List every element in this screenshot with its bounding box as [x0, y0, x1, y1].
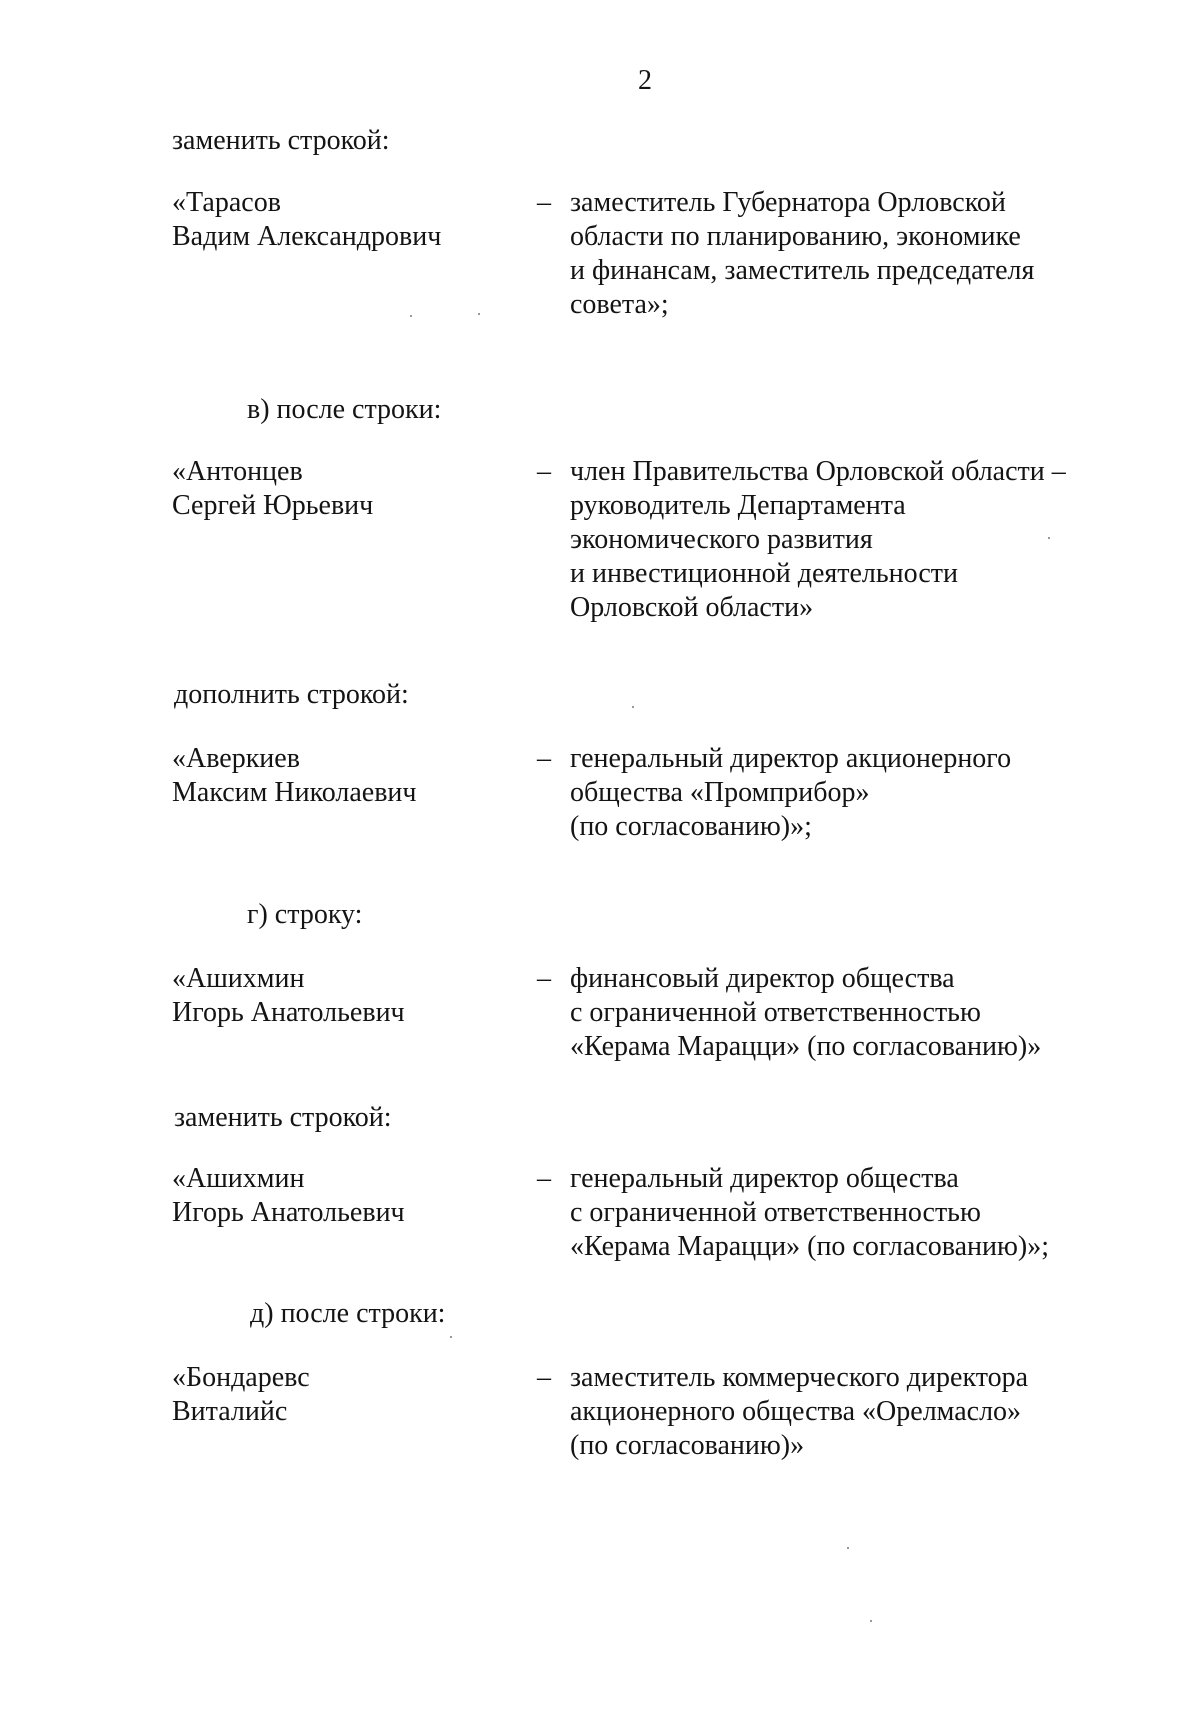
position-line: и финансам, заместитель председателя — [570, 255, 1035, 286]
member-surname: «Аверкиев — [172, 743, 300, 774]
position-line: общества «Промприбор» — [570, 777, 870, 808]
member-position — [570, 1162, 1130, 1264]
section-heading: дополнить строкой: — [174, 679, 409, 710]
position-line: заместитель коммерческого директора — [570, 1362, 1028, 1393]
member-position — [570, 186, 1130, 322]
section-heading: заменить строкой: — [174, 1102, 392, 1133]
position-line: генеральный директор общества — [570, 1163, 959, 1194]
member-name — [172, 962, 502, 1030]
position-line: экономического развития — [570, 524, 873, 555]
page-number: 2 — [638, 65, 652, 96]
scan-speck — [870, 1620, 872, 1622]
member-surname: «Тарасов — [172, 187, 281, 218]
member-given-names: Сергей Юрьевич — [172, 490, 374, 521]
position-line: «Керама Марацци» (по согласованию)»; — [570, 1231, 1050, 1262]
member-name — [172, 1162, 502, 1230]
scan-speck — [847, 1547, 849, 1549]
member-surname: «Ашихмин — [172, 963, 305, 994]
member-given-names: Игорь Анатольевич — [172, 1197, 405, 1228]
member-name — [172, 1361, 502, 1429]
position-line: «Керама Марацци» (по согласованию)» — [570, 1031, 1042, 1062]
section-heading: г) строку: — [247, 899, 363, 930]
member-given-names: Игорь Анатольевич — [172, 997, 405, 1028]
scan-speck — [478, 313, 480, 315]
member-name — [172, 186, 502, 254]
position-line: с ограниченной ответственностью — [570, 1197, 981, 1228]
section-heading: заменить строкой: — [172, 125, 390, 156]
position-line: акционерного общества «Орелмасло» — [570, 1396, 1022, 1427]
member-name — [172, 455, 502, 523]
scan-speck — [632, 706, 634, 708]
position-line: руководитель Департамента — [570, 490, 906, 521]
dash-separator: – — [537, 1163, 551, 1194]
scan-speck — [1048, 537, 1050, 539]
member-given-names: Виталийс — [172, 1396, 288, 1427]
member-surname: «Ашихмин — [172, 1163, 305, 1194]
dash-separator: – — [537, 743, 551, 774]
position-line: области по планированию, экономике — [570, 221, 1021, 252]
member-position — [570, 742, 1130, 844]
position-line: совета»; — [570, 289, 669, 320]
position-line: финансовый директор общества — [570, 963, 955, 994]
dash-separator: – — [537, 456, 551, 487]
position-line: генеральный директор акционерного — [570, 743, 1012, 774]
position-line: член Правительства Орловской области – — [570, 456, 1066, 487]
member-position — [570, 1361, 1130, 1463]
member-surname: «Антонцев — [172, 456, 303, 487]
position-line: заместитель Губернатора Орловской — [570, 187, 1006, 218]
member-given-names: Вадим Александрович — [172, 221, 442, 252]
scan-speck — [450, 1336, 452, 1338]
member-position — [570, 962, 1130, 1064]
position-line: с ограниченной ответственностью — [570, 997, 981, 1028]
position-line: и инвестиционной деятельности — [570, 558, 958, 589]
dash-separator: – — [537, 963, 551, 994]
dash-separator: – — [537, 1362, 551, 1393]
member-position — [570, 455, 1130, 625]
member-given-names: Максим Николаевич — [172, 777, 417, 808]
section-heading: д) после строки: — [250, 1298, 446, 1329]
position-line: Орловской области» — [570, 592, 814, 623]
member-surname: «Бондаревс — [172, 1362, 310, 1393]
position-line: (по согласованию)»; — [570, 811, 812, 842]
dash-separator: – — [537, 187, 551, 218]
member-name — [172, 742, 502, 810]
position-line: (по согласованию)» — [570, 1430, 805, 1461]
scan-speck — [410, 315, 412, 317]
section-heading: в) после строки: — [247, 394, 442, 425]
